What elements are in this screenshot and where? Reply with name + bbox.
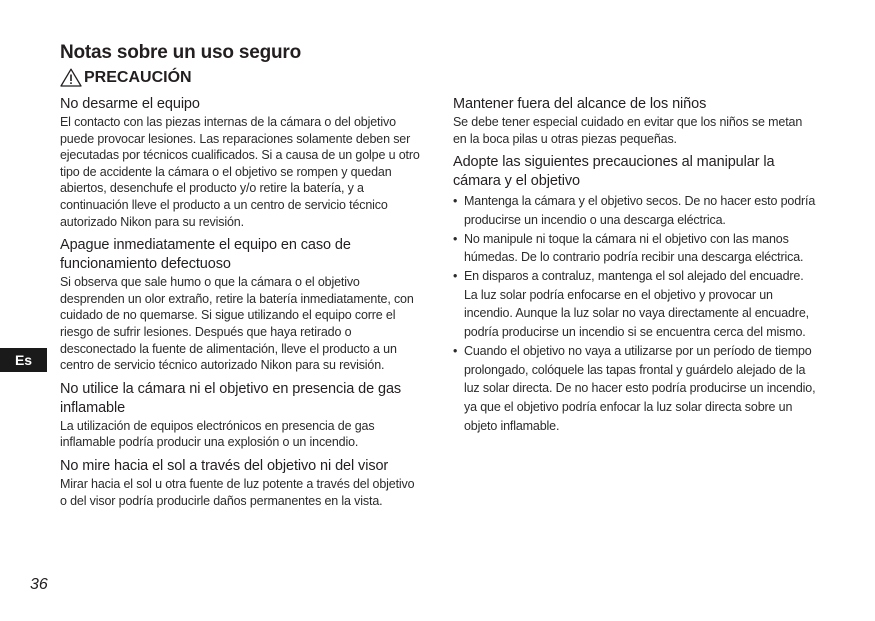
section-body: Si observa que sale humo o que la cámara o el objetivo desprenden un olor extraño, retire la batería inmediatamente, con cuidado de no quemarse. Si sigue utilizando el equipo corre el riesgo de sufrir lesiones. Después que haya retirado o desconectado la fuente de alimentación, lleve el producto a un centro de servicio técnico autorizado Nikon para su revisión. [60, 275, 414, 373]
section-body: Mirar hacia el sol u otra fuente de luz potente a través del objetivo o del visor podría producirle daños permanentes en la vista. [60, 476, 415, 508]
section-gas-inflamable [60, 380, 422, 451]
list-item: • No manipule ni toque la cámara ni el objetivo con las manos húmedas. De lo contrario podría recibir una descarga eléctrica. [453, 230, 818, 267]
section-heading: No desarme el equipo [60, 96, 200, 112]
warning-triangle-icon [60, 68, 82, 87]
section-ninos [453, 95, 818, 147]
section-precauciones [453, 153, 818, 435]
section-no-mire-sol [60, 457, 422, 509]
section-body: Se debe tener especial cuidado en evitar que los niños se metan en la boca pilas u otras piezas pequeñas. [453, 115, 803, 146]
section-no-desarme [60, 95, 422, 230]
list-item: • Cuando el objetivo no vaya a utilizarse por un período de tiempo prolongado, colóquele las tapas frontal y guárdelo alejado de la luz solar directa. De no hacer esto podría producirse un incendio, ya que el objetivo podría enfocar la luz solar directa sobre un objeto inflamable. [453, 342, 818, 436]
right-column [453, 95, 818, 441]
section-body: La utilización de equipos electrónicos en presencia de gas inflamable podría producir una explosión o un incendio. [60, 418, 375, 450]
page-number: 36 [30, 576, 48, 593]
section-heading: No utilice la cámara ni el objetivo en presencia de gas inflamable [60, 380, 402, 416]
left-column [60, 95, 422, 515]
section-body: El contacto con las piezas internas de la cámara o del objetivo puede provocar lesiones. Las reparaciones solamente deben ser ejecutadas por técnicos cualificados. Si a causa de un golpe u otro tipo de accidente la cámara o el objetivo se rompen y quedan abiertos, desenchufe el producto y/o retire la batería, y a continuación lleve el producto a un centro de servicio técnico autorizado Nikon para su revisión. [60, 115, 420, 229]
list-item: • Mantenga la cámara y el objetivo secos. De no hacer esto podría producirse un incendio o una descarga eléctrica. [453, 192, 818, 229]
caution-label: PRECAUCIÓN [84, 68, 192, 86]
section-apague [60, 236, 422, 374]
section-heading: Adopte las siguientes precauciones al manipular la cámara y el objetivo [453, 154, 775, 190]
section-heading: Mantener fuera del alcance de los niños [453, 96, 707, 112]
caution-heading [60, 68, 192, 87]
list-item: • En disparos a contraluz, mantenga el sol alejado del encuadre. La luz solar podría enfocarse en el objetivo y provocar un incendio. Aunque la luz solar no vaya directamente al encuadre, podría producirse un incendio si se encuentra cerca del mismo. [453, 267, 818, 342]
section-heading: No mire hacia el sol a través del objetivo ni del visor [60, 457, 389, 474]
precautions-list [453, 192, 818, 435]
page-title: Notas sobre un uso seguro [60, 42, 301, 63]
section-heading: Apague inmediatamente el equipo en caso de funcionamiento defectuoso [60, 237, 351, 273]
language-tab: Es [0, 348, 47, 372]
